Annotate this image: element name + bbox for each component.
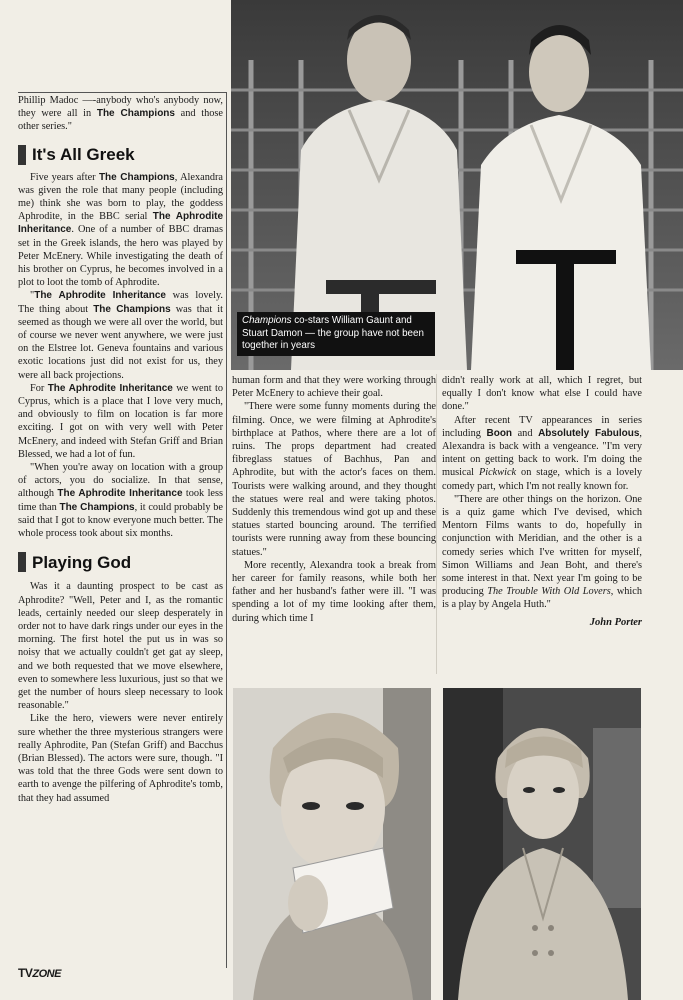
heading-text: Playing God (32, 552, 132, 572)
text: " (30, 290, 35, 302)
paragraph: human form and that they were working through Peter McEnery to achieve their goal. (232, 375, 436, 400)
text: , Alexandra was given the role that many people (including me) think she was born to play, the goddess Aphrodite, in the BBC serial (18, 171, 223, 223)
text: "When you're away on location with a group of actors, you do socialize. In that sense, although (18, 462, 223, 500)
paragraph: More recently, Alexandra took a break from her career for family reasons, while both her father and her husband's father were ill. "I was spending a lot of my time looking after them, during which time I (232, 559, 436, 624)
aphrodite-photo-left (233, 688, 431, 1000)
italic-text: Pickwick (478, 467, 517, 479)
text: After recent TV appearances in series including (442, 414, 642, 439)
right-column (442, 374, 642, 629)
left-column (18, 94, 223, 1000)
paragraph (18, 382, 223, 461)
paragraph (18, 289, 223, 381)
text: and (512, 427, 539, 439)
text: , which is a play by Angela Huth." (442, 586, 643, 611)
top-rule (18, 92, 226, 93)
paragraph: didn't really work at all, which I regret, but equally I don't know what else I could have done." (442, 375, 642, 413)
bold-text: The Aphrodite Inheritance (47, 382, 173, 394)
caption-show-title: Champions (242, 315, 292, 326)
logo-tv: TV (18, 966, 33, 980)
text: was lovely. The thing about (18, 290, 223, 315)
text: For (30, 382, 48, 394)
column-rule (226, 92, 227, 968)
paragraph (442, 414, 642, 493)
text: was that it seemed as though we were all over the world, but of course we never went anywhere, we were just on the Elstree lot. Geneva fountains and various exotic locations just did not exist for us, they were all back projections. (18, 303, 223, 381)
intro-bold: The Champions (96, 108, 175, 120)
intro-paragraph (18, 94, 223, 134)
photo-caption (237, 312, 435, 356)
bold-text: The Champions (98, 171, 175, 183)
paragraph (18, 171, 223, 290)
middle-column (232, 374, 436, 625)
heading-text: It's All Greek (32, 145, 135, 164)
bold-text: Boon (486, 427, 513, 439)
bold-text: Absolutely Fabulous (538, 427, 640, 439)
intro-suffix: and those other series." (18, 108, 223, 133)
column-gutter (436, 374, 437, 674)
text: , it could probably be said that I got to know everyone much better. The whole process took about six months. (18, 501, 223, 540)
paragraph (442, 493, 642, 612)
text: . One of a number of BBC dramas set in the Greek islands, the hero was played by Peter McEnery. While investigating the death of his brother on Cyprus, he becomes involved in a plot to loot the tomb of Aphrodite. (18, 224, 223, 289)
aphrodite-photo-right (443, 688, 641, 1000)
bold-text: The Aphrodite Inheritance (18, 211, 224, 236)
heading-bar (18, 552, 26, 572)
paragraph (18, 461, 223, 540)
bold-text: The Champions (59, 501, 135, 513)
bold-text: The Aphrodite Inheritance (34, 290, 166, 302)
intro-text: Phillip Madoc —-anybody who's anybody now, they were all in (18, 95, 223, 120)
text: on stage, which is a lovely comedy part, which I'm not really known for. (442, 467, 642, 492)
paragraph: Like the hero, viewers were never entirely sure whether the three mysterious strangers were really Aphrodite, Pan (Stefan Griff) and Bacchus (Brian Blessed). The actors were sure, though. "I was told that the three Gods were sent down to earth to avenge the pilfering of Aphrodite's tomb, that they had assumed (18, 713, 223, 804)
bold-text: The Champions (93, 303, 171, 315)
heading-its-all-greek (18, 143, 223, 167)
text: Five years after (30, 171, 99, 183)
heading-bar (18, 145, 26, 165)
bold-text: The Aphrodite Inheritance (57, 488, 183, 500)
paragraph: Was it a daunting prospect to be cast as Aphrodite? "Well, Peter and I, as the romantic leads, certainly needed our sleep desperately in order not to have dark rings under our eyes in the morning. The first hotel the put us in was so noisy that we actually couldn't get gat ay sleep, and we both requested that we move elsewhere, even to somewhere less luxurious, just so that we get the number of hours sleep necessary to look reasonable." (18, 581, 223, 712)
heading-playing-god (18, 550, 223, 574)
text: took less time than (18, 488, 224, 513)
paragraph: "There were some funny moments during the filming. Once, we were filming at Aphrodite's birthplace at Pathos, where there are a lot of ruins. The props department had created fibreglass statues of Bachhus, Pan and Aphrodite, but with the actor's faces on them. Tourists were walking around, and they thought the statues were real and were taking photos. Suddenly this tremendous wind got up and these statues started bouncing around. The terrified tourists were running away from these bouncing statues." (232, 401, 436, 558)
text: , Alexandra is back with a vengeance. "I'm very intent on getting back to work. I'm doing the musical (442, 427, 642, 479)
author-signature: John Porter (589, 616, 642, 628)
tv-zone-logo (18, 966, 61, 980)
logo-zone: ZONE (32, 968, 61, 980)
text: we went to Cyprus, which is a place that I love very much, and obviously to film on location is far more exciting. I got on with very well with Peter McEnery, and indeed with Stefan Griff and Brian Blessed, we had a lot of fun. (18, 382, 223, 460)
caption-text: co-stars William Gaunt and Stuart Damon — the group have not been together in years (242, 315, 424, 351)
text: "There are other things on the horizon. One is a quiz game which I've devised, which Mentorn Films wants to do, hopefully in conjunction with Meridian, and the other is a comedy series which I've written for myself, Simon Williams and Jean Boht, and there's some interest in that. Next year I'm going to be producing (442, 493, 642, 598)
italic-text: The Trouble With Old Lovers (487, 586, 611, 598)
